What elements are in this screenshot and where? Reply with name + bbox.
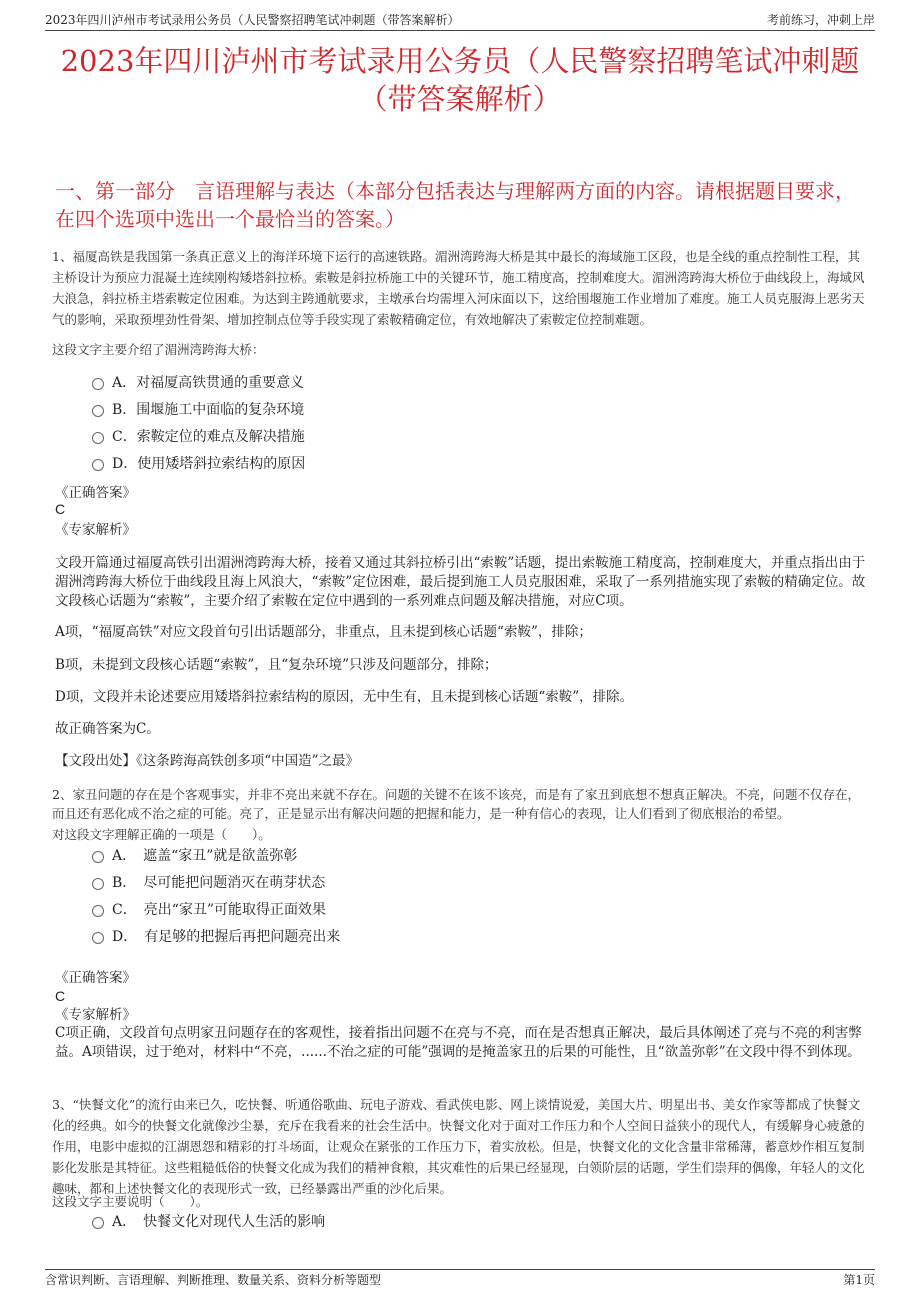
q1-stem: 这段文字主要介绍了湄洲湾跨海大桥： <box>52 342 265 357</box>
radio-icon[interactable] <box>92 378 104 390</box>
option-label: A． 快餐文化对现代人生活的影响 <box>112 1214 326 1230</box>
q3-passage: 3、“快餐文化”的流行由来已久，吃快餐、听通俗歌曲、玩电子游戏、看武侠电影、网上谈情说爱，美国大片、明星出书、美女作家等都成了快餐文化的经典。如今的快餐文化就像沙尘暴，充斥在我看来的社会生活中。快餐文化对于面对工作压力和个人空间日益狭小的现代人，有缓解身心疲惫的作用，电影中虚拟的江湖恩怨和精彩的打斗场面，让观众在紧张的工作压力下，着实放松。但是，快餐文化的文化含量非常稀薄，蓄意炒作相互复制影化发胀是其特征。这些粗糙低俗的快餐文化成为我们的精神食粮，其灾难性的后果已经显现，白领阶层的话题，学生们崇拜的偶像，年轻人的文化趣味，都和上述快餐文化的表现形式一致，已经暴露出严重的沙化后果。 <box>52 1097 865 1196</box>
option-label: B． 尽可能把问题消灭在萌芽状态 <box>112 875 326 891</box>
radio-icon[interactable] <box>92 405 104 417</box>
footer-left-text: 含常识判断、言语理解、判断推理、数量关系、资料分析等题型 <box>45 1273 382 1287</box>
radio-icon[interactable] <box>92 932 104 944</box>
q1-source: 【文段出处】《这条跨海高铁创多项“中国造”之最》 <box>55 753 360 769</box>
radio-icon[interactable] <box>92 459 104 471</box>
option-label: A． 遮盖“家丑”就是欲盖弥彰 <box>112 848 298 864</box>
q1-answer: C <box>55 501 66 517</box>
page-number: 第1页 <box>843 1273 875 1287</box>
page-footer <box>45 1269 875 1290</box>
q2-option-b[interactable] <box>92 872 325 894</box>
header-right-text: 考前练习，冲刺上岸 <box>766 13 875 27</box>
q2-answer: C <box>55 988 66 1004</box>
q1-analysis-b: B项，未提到文段核心话题“索鞍”，且“复杂环境”只涉及问题部分，排除； <box>55 657 498 673</box>
q2-option-d[interactable] <box>92 926 340 948</box>
q1-option-d[interactable] <box>92 453 305 475</box>
radio-icon[interactable] <box>92 432 104 444</box>
q1-analysis-label: 《专家解析》 <box>55 522 136 538</box>
section-heading: 一、第一部分 言语理解与表达（本部分包括表达与理解两方面的内容。请根据题目要求，在四个选项中选出一个最恰当的答案。） <box>55 179 855 231</box>
radio-icon[interactable] <box>92 1217 104 1229</box>
q1-analysis-main: 文段开篇通过福厦高铁引出湄洲湾跨海大桥，接着又通过其斜拉桥引出“索鞍”话题，提出索鞍施工精度高，控制难度大，并重点指出由于湄洲湾跨海大桥位于曲线段且海上风浪大，“索鞍”定位困难，最后提到施工人员克服困难，采取了一系列措施实现了索鞍的精确定位。故文段核心话题为“索鞍”，主要介绍了索鞍在定位中遇到的一系列难点问题及解决措施，对应C项。 <box>55 555 866 609</box>
q1-option-a[interactable] <box>92 372 304 394</box>
option-label: C．索鞍定位的难点及解决措施 <box>112 429 305 445</box>
option-label: A．对福厦高铁贯通的重要意义 <box>112 375 305 391</box>
q1-analysis-a: A项，“福厦高铁”对应文段首句引出话题部分，非重点，且未提到核心话题“索鞍”，排除； <box>55 624 592 640</box>
radio-icon[interactable] <box>92 905 104 917</box>
option-label: C． 亮出“家丑”可能取得正面效果 <box>112 902 327 918</box>
q2-option-a[interactable] <box>92 845 297 867</box>
header-left-text: 2023年四川泸州市考试录用公务员（人民警察招聘笔试冲刺题（带答案解析） <box>45 13 460 27</box>
q3-stem: 这段文字主要说明（ ）。 <box>52 1194 209 1209</box>
option-label: B．围堰施工中面临的复杂环境 <box>112 402 305 418</box>
q1-passage: 1、福厦高铁是我国第一条真正意义上的海洋环境下运行的高速铁路。湄洲湾跨海大桥是其中最长的海域施工区段，也是全线的重点控制性工程，其主桥设计为预应力混凝土连续刚构矮塔斜拉桥。索鞍是斜拉桥施工中的关键环节，施工精度高，控制难度大。湄洲湾跨海大桥位于曲线段上，海域风大浪急，斜拉桥主塔索鞍定位困难。为达到主跨通航要求，主墩承台均需埋入河床面以下，这给围堰施工作业增加了难度。施工人员克服海上恶劣天气的影响，采取预埋劲性骨架、增加控制点位等手段实现了索鞍精确定位，有效地解决了索鞍定位控制难题。 <box>52 249 865 327</box>
q2-passage: 2、家丑问题的存在是个客观事实，并非不亮出来就不存在。问题的关键不在该不该亮，而是有了家丑到底想不想真正解决。不亮，问题不仅存在，而且还有恶化成不治之症的可能。亮了，正是显示出有解决问题的把握和能力，是一种有信心的表现，让人们看到了彻底根治的希望。 <box>52 787 860 821</box>
q1-analysis-conclusion: 故正确答案为C。 <box>55 721 160 737</box>
radio-icon[interactable] <box>92 878 104 890</box>
document-title: 2023年四川泸州市考试录用公务员（人民警察招聘笔试冲刺题（带答案解析） <box>60 44 860 116</box>
option-label: D． 有足够的把握后再把问题亮出来 <box>112 929 341 945</box>
q1-option-b[interactable] <box>92 399 304 421</box>
q1-analysis-d: D项，文段并未论述要应用矮塔斜拉索结构的原因，无中生有，且未提到核心话题“索鞍”，排除。 <box>55 689 634 705</box>
q2-answer-label: 《正确答案》 <box>55 970 136 986</box>
q2-analysis-label: 《专家解析》 <box>55 1007 136 1023</box>
option-label: D．使用矮塔斜拉索结构的原因 <box>112 456 306 472</box>
q1-answer-label: 《正确答案》 <box>55 485 136 501</box>
q2-option-c[interactable] <box>92 899 326 921</box>
q2-analysis: C项正确，文段首句点明家丑问题存在的客观性，接着指出问题不在亮与不亮，而在是否想真正解决，最后具体阐述了亮与不亮的利害弊益。A项错误，过于绝对，材料中“不亮，......不治之症的可能”强调的是掩盖家丑的后果的可能性，且“欲盖弥彰”在文段中得不到体现。 <box>55 1025 862 1060</box>
q2-stem: 对这段文字理解正确的一项是（ ）。 <box>52 827 271 842</box>
q1-option-c[interactable] <box>92 426 305 448</box>
q3-option-a[interactable] <box>92 1211 325 1233</box>
page-header <box>45 10 875 31</box>
radio-icon[interactable] <box>92 851 104 863</box>
